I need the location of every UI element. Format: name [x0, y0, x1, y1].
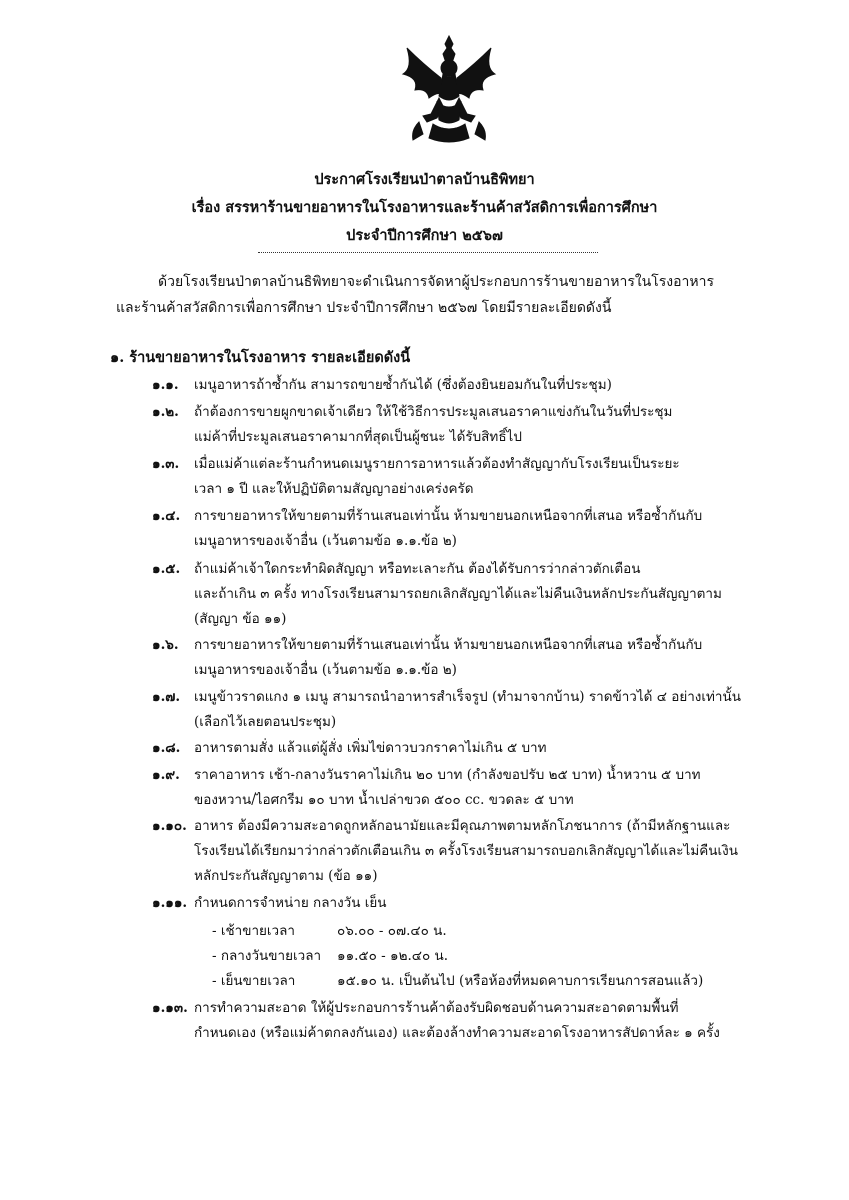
garuda-emblem	[393, 34, 505, 146]
dotted-divider	[258, 252, 598, 253]
item-number: ๑.๑๓.	[152, 1000, 188, 1016]
item-text: การทำความสะอาด ให้ผู้ประกอบการร้านค้าต้องรับผิดชอบด้านความสะอาดตามพื้นที่ กำหนดเอง (หรือแม่ค้าตกลงกันเอง) และต้องล้างทำความสะอาดโรงอาหารสัปดาห์ละ ๑ ครั้ง	[194, 1000, 720, 1041]
schedule-row-morning	[212, 919, 447, 941]
schedule-label: - กลางวันขายเวลา	[212, 948, 322, 964]
schedule-time: ๑๑.๕๐ - ๑๒.๔๐ น.	[337, 948, 449, 964]
item-text: การขายอาหารให้ขายตามที่ร้านเสนอเท่านั้น ห้ามขายนอกเหนือจากที่เสนอ หรือซ้ำกันกับ เมนูอาหารของเจ้าอื่น (เว้นตามข้อ ๑.๑.ข้อ ๒)	[194, 637, 703, 678]
item-text: ราคาอาหาร เช้า-กลางวันราคาไม่เกิน ๒๐ บาท (กำลังขอปรับ ๒๕ บาท) น้ำหวาน ๕ บาท ของหวาน/ไอศกรีม ๑๐ บาท น้ำเปล่าขวด ๕๐๐ cc. ขวดละ ๕ บาท	[194, 767, 701, 808]
schedule-row-evening	[212, 969, 703, 991]
schedule-row-noon	[212, 944, 448, 966]
schedule-time: ๑๕.๑๐ น. เป็นต้นไป (หรือห้องที่หมดคาบการเรียนการสอนแล้ว)	[337, 973, 704, 989]
item-text: เมื่อแม่ค้าแต่ละร้านกำหนดเมนูรายการอาหารแล้วต้องทำสัญญากับโรงเรียนเป็นระยะ เวลา ๑ ปี และให้ปฏิบัติตามสัญญาอย่างเคร่งครัด	[194, 456, 680, 497]
schedule-time: ๐๖.๐๐ - ๐๗.๔๐ น.	[337, 923, 447, 939]
item-number: ๑.๑๑.	[152, 895, 188, 911]
announcement-year: ประจำปีการศึกษา ๒๕๖๗	[346, 227, 503, 244]
intro-line-2: และร้านค้าสวัสดิการเพื่อการศึกษา ประจำปีการศึกษา ๒๕๖๗ โดยมีรายละเอียดดังนี้	[116, 300, 612, 316]
intro-line-1: ด้วยโรงเรียนป่าตาลบ้านธิพิทยาจะดำเนินการจัดหาผู้ประกอบการร้านขายอาหารในโรงอาหาร	[158, 274, 715, 290]
item-text: อาหาร ต้องมีความสะอาดถูกหลักอนามัยและมีคุณภาพตามหลักโภชนาการ (ถ้ามีหลักฐานและ โรงเรียนได้เรียกมาว่ากล่าวตักเตือนเกิน ๓ ครั้งโรงเรียนสามารถบอกเลิกสัญญาได้และไม่คืนเงิน หลักประกันสัญญาตาม (ข้อ ๑๑)	[194, 818, 738, 884]
schedule-label: - เย็นขายเวลา	[212, 973, 296, 989]
schedule-label: - เช้าขายเวลา	[212, 923, 295, 939]
item-number: ๑.๘.	[152, 740, 181, 756]
item-number: ๑.๔.	[152, 508, 181, 524]
item-number: ๑.๑.	[152, 377, 179, 393]
section-1-heading: ๑. ร้านขายอาหารในโรงอาหาร รายละเอียดดังนี้	[110, 349, 411, 366]
item-text: อาหารตามสั่ง แล้วแต่ผู้สั่ง เพิ่มไข่ดาวบวกราคาไม่เกิน ๕ บาท	[194, 740, 547, 756]
item-number: ๑.๓.	[152, 456, 180, 472]
item-text: ถ้าแม่ค้าเจ้าใดกระทำผิดสัญญา หรือทะเลาะกัน ต้องได้รับการว่ากล่าวตักเตือน และถ้าเกิน ๓ ครั้ง ทางโรงเรียนสามารถยกเลิกสัญญาได้และไม่คืนเงินหลักประกันสัญญาตาม (สัญญา ข้อ ๑๑)	[194, 561, 722, 627]
item-text: เมนูอาหารถ้าซ้ำกัน สามารถขายซ้ำกันได้ (ซึ่งต้องยินยอมกันในที่ประชุม)	[194, 377, 612, 393]
item-number: ๑.๑๐.	[152, 818, 187, 834]
item-number: ๑.๙.	[152, 767, 180, 783]
item-text: การขายอาหารให้ขายตามที่ร้านเสนอเท่านั้น ห้ามขายนอกเหนือจากที่เสนอ หรือซ้ำกันกับ เมนูอาหารของเจ้าอื่น (เว้นตามข้อ ๑.๑.ข้อ ๒)	[194, 508, 703, 549]
announcement-title: ประกาศโรงเรียนป่าตาลบ้านธิพิทยา	[314, 171, 535, 188]
item-number: ๑.๖.	[152, 637, 179, 653]
item-number: ๑.๗.	[152, 689, 181, 705]
item-text: กำหนดการจำหน่าย กลางวัน เย็น	[194, 895, 387, 911]
item-number: ๑.๕.	[152, 561, 181, 577]
announcement-subject: เรื่อง สรรหาร้านขายอาหารในโรงอาหารและร้านค้าสวัสดิการเพื่อการศึกษา	[191, 199, 658, 216]
item-text: ถ้าต้องการขายผูกขาดเจ้าเดียว ให้ใช้วิธีการประมูลเสนอราคาแข่งกันในวันที่ประชุม แม่ค้าที่ประมูลเสนอราคามากที่สุดเป็นผู้ชนะ ได้รับสิทธิ์ไป	[194, 404, 673, 445]
item-number: ๑.๒.	[152, 404, 179, 420]
item-text: เมนูข้าวราดแกง ๑ เมนู สามารถนำอาหารสำเร็จรูป (ทำมาจากบ้าน) ราดข้าวได้ ๔ อย่างเท่านั้น (เลือกไว้เลยตอนประชุม)	[194, 689, 741, 730]
